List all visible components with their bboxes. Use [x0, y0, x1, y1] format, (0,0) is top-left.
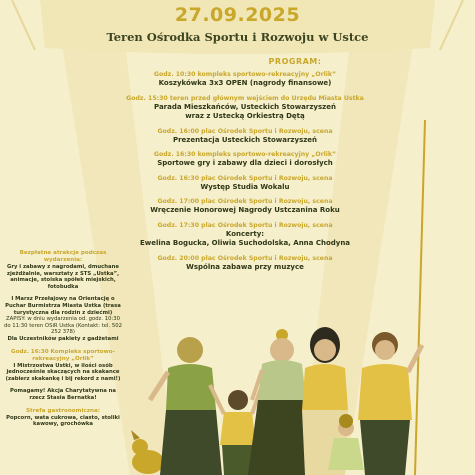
program-item-meta: Godz. 17:30 plac Ośrodek Sportu i Rozwoju, scena: [157, 221, 333, 229]
program-item-title: Parada Mieszkańców, Usteckich Stowarzyszeń: [154, 102, 336, 111]
program-item-title: Występ Studia Wokalu: [200, 182, 290, 191]
attractions-text: Gry i zabawy z nagrodami, dmuchane zjeżdżalnie, warsztaty z STS „Ustka”, animacje, stoiska spółek miejskich, fotobudka: [6, 264, 120, 290]
program-item-meta: Godz. 10:30 kompleks sportowo-rekreacyjny „Orlik”: [153, 71, 337, 78]
jump-rope-heading: Godz. 16:30 Kompleks sportowo-rekreacyjny „Orlik”: [11, 348, 115, 362]
program-item-meta: Godz. 20:00 plac Ośrodek Sportu i Rozwoju, scena: [157, 254, 333, 262]
person-man: [358, 332, 422, 475]
orienteering-note: Dla Uczestników pakiety z gadżetami: [7, 335, 119, 342]
program-item-meta: Godz. 16:30 plac Ośrodek Sportu i Rozwoju, scena: [157, 174, 333, 182]
program-item-meta: Godz. 17:00 plac Ośrodek Sportu i Rozwoju, scena: [157, 198, 333, 205]
program-item-title: Koncerty:: [225, 229, 265, 238]
attractions-heading: Bezpłatne atrakcje podczas wydarzenia:: [19, 250, 107, 263]
orienteering-signup: ZAPISY: w dniu wydarzenia od. godz. 10:30 do 11:30 teren OSiR Ustka (Kontakt: tel. 502 252 378): [4, 316, 123, 336]
program-item-meta: Godz. 16:00 plac Ośrodek Sportu i Rozwoju, scena: [157, 127, 333, 135]
event-venue: Teren Ośrodka Sportu i Rozwoju w Ustce: [106, 30, 369, 44]
jump-rope-text: I Mistrzostwa Ustki, w ilości osób jednocześnie skaczących na skakance (zabierz skakankę i bij rekord z nami!): [5, 362, 121, 382]
orienteering-text: I Marsz Przełajowy na Orientację o Puchar Burmistrza Miasta Ustka (trasa turystyczna dla rodzin z dziećmi): [5, 296, 121, 316]
program-item-subtitle: Ewelina Bogucka, Oliwia Suchodolska, Anna Chodyna: [139, 239, 351, 247]
food-heading: Strefa gastronomiczna:: [26, 407, 100, 414]
charity-text: Pomagamy! Akcja Charytatywna na rzecz Stasia Bernatka!: [9, 388, 117, 401]
program-heading: PROGRAM:: [268, 57, 322, 66]
person-woman-green: [150, 337, 222, 475]
program-item-meta: Godz. 16:30 kompleks sportowo-rekreacyjny „Orlik”: [153, 151, 337, 158]
program-item-title: Wręczenie Honorowej Nagrody Ustczanina Roku: [150, 206, 340, 214]
program-item-title: Wspólna zabawa przy muzyce: [186, 262, 304, 271]
program-item-meta: Godz. 15:30 teren przed głównym wejściem do Urzędu Miasta Ustka: [126, 94, 364, 102]
dog-figure: [131, 430, 164, 474]
program-item-subtitle: wraz z Ustecką Orkiestrą Dętą: [185, 112, 305, 120]
food-text: Popcorn, wata cukrowa, ciasto, stoliki kawowy, grochówka: [6, 414, 120, 428]
program-item-title: Prezentacja Usteckich Stowarzyszeń: [172, 135, 318, 144]
event-date: 27.09.2025: [174, 4, 301, 26]
program-item-title: Sportowe gry i zabawy dla dzieci i dorosłych: [157, 159, 333, 167]
program-item-title: Koszykówka 3x3 OPEN (nagrody finansowe): [158, 79, 332, 87]
